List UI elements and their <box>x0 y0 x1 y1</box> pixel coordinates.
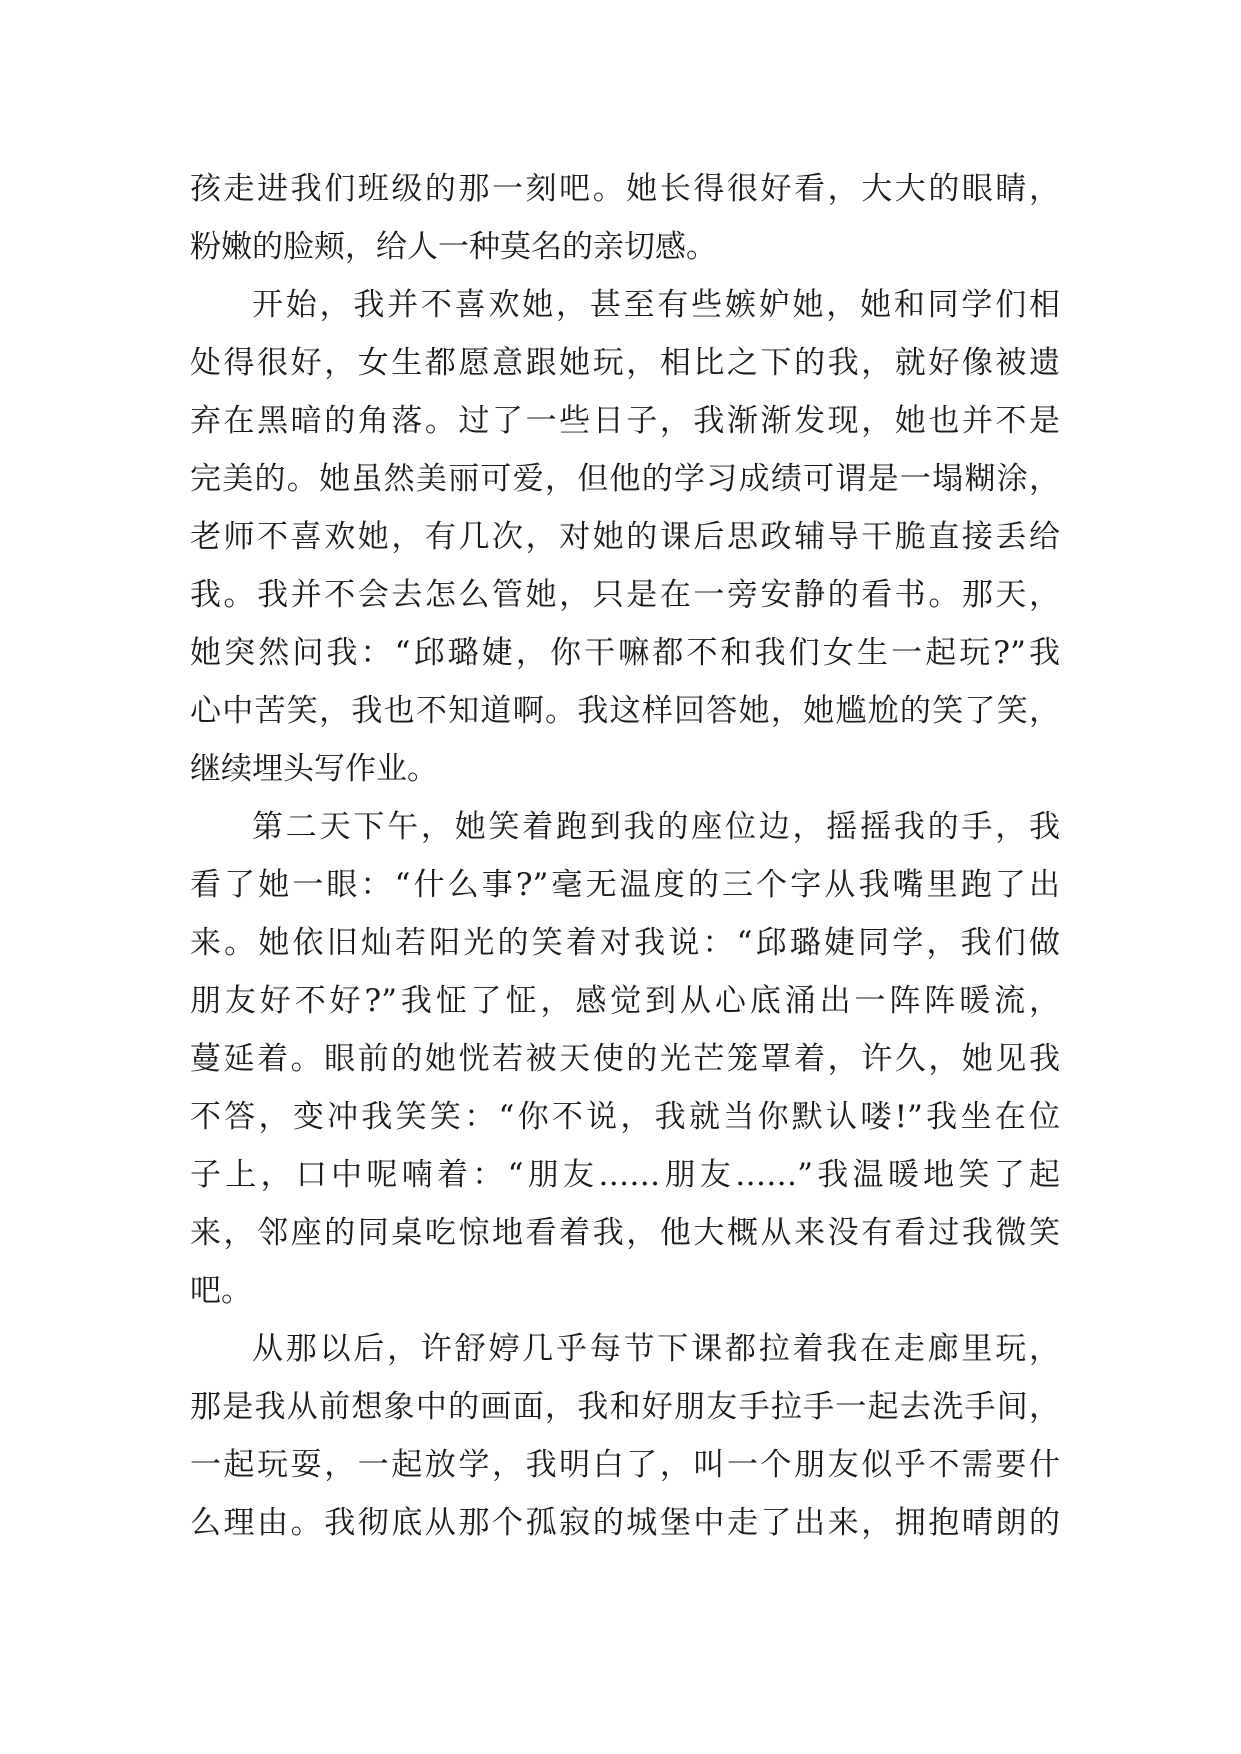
text-line: 心中苦笑，我也不知道啊。我这样回答她，她尴尬的笑了笑， <box>190 693 1060 729</box>
text-line: 那是我从前想象中的画面，我和好朋友手拉手一起去洗手间， <box>190 1389 1060 1425</box>
paragraph <box>190 798 1060 1320</box>
text-line: 弃在黑暗的角落。过了一些日子，我渐渐发现，她也并不是 <box>190 403 1060 439</box>
text-line: 孩走进我们班级的那一刻吧。她长得很好看，大大的眼睛， <box>190 171 1060 207</box>
text-line: 处得很好，女生都愿意跟她玩，相比之下的我，就好像被遗 <box>190 345 1060 381</box>
text-line: 吧。 <box>190 1273 252 1309</box>
text-line: 开始，我并不喜欢她，甚至有些嫉妒她，她和同学们相 <box>252 287 1060 323</box>
text-line: 继续埋头写作业。 <box>190 751 438 787</box>
text-line: 子上，口中呢喃着：“朋友……朋友……”我温暖地笑了起 <box>190 1157 1060 1193</box>
text-line: 来，邻座的同桌吃惊地看着我，他大概从来没有看过我微笑 <box>190 1215 1060 1251</box>
text-line: 我。我并不会去怎么管她，只是在一旁安静的看书。那天， <box>190 577 1060 613</box>
paragraph <box>190 276 1060 798</box>
text-line: 第二天下午，她笑着跑到我的座位边，摇摇我的手，我 <box>252 809 1060 845</box>
text-line: 蔓延着。眼前的她恍若被天使的光芒笼罩着，许久，她见我 <box>190 1041 1060 1077</box>
text-line: 一起玩耍，一起放学，我明白了，叫一个朋友似乎不需要什 <box>190 1447 1060 1483</box>
text-line: 完美的。她虽然美丽可爱，但他的学习成绩可谓是一塌糊涂， <box>190 461 1060 497</box>
text-line: 老师不喜欢她，有几次，对她的课后思政辅导干脆直接丢给 <box>190 519 1060 555</box>
text-line: 她突然问我：“邱璐婕，你干嘛都不和我们女生一起玩?”我 <box>190 635 1060 671</box>
document-body <box>190 160 1060 1552</box>
text-line: 从那以后，许舒婷几乎每节下课都拉着我在走廊里玩， <box>252 1331 1060 1367</box>
text-line: 粉嫩的脸颊，给人一种莫名的亲切感。 <box>190 229 717 265</box>
text-line: 来。她依旧灿若阳光的笑着对我说：“邱璐婕同学，我们做 <box>190 925 1060 961</box>
text-line: 朋友好不好?”我怔了怔，感觉到从心底涌出一阵阵暖流， <box>190 983 1060 1019</box>
text-line: 看了她一眼：“什么事?”毫无温度的三个字从我嘴里跑了出 <box>190 867 1060 903</box>
text-line: 么理由。我彻底从那个孤寂的城堡中走了出来，拥抱晴朗的 <box>190 1505 1060 1541</box>
paragraph <box>190 1320 1060 1552</box>
text-line: 不答，变冲我笑笑：“你不说，我就当你默认喽!”我坐在位 <box>190 1099 1060 1135</box>
paragraph <box>190 160 1060 276</box>
